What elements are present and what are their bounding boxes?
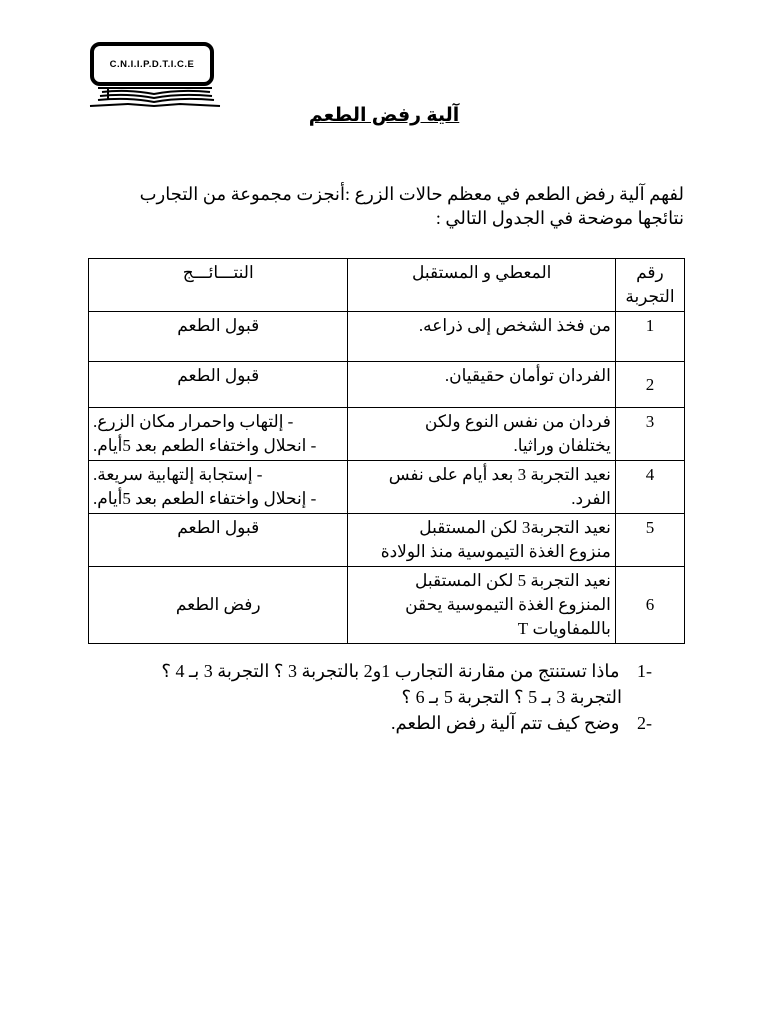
given-line: فردان من نفس النوع ولكن — [424, 412, 611, 431]
questions — [100, 658, 652, 736]
result-line: رفض الطعم — [175, 595, 261, 614]
table-row — [89, 567, 685, 644]
result-line: - إلتهاب واحمرار مكان الزرع. — [93, 412, 294, 431]
table-row — [89, 362, 685, 408]
page-title: آلية رفض الطعم — [308, 105, 460, 126]
row-given — [348, 567, 615, 644]
given-line: من فخذ الشخص إلى ذراعه. — [418, 316, 611, 335]
header-given: المعطي و المستقبل — [348, 259, 615, 312]
row-results — [89, 408, 348, 461]
result-line: - انحلال واختفاء الطعم بعد 5أيام. — [93, 436, 317, 455]
row-number: 1 — [615, 312, 684, 362]
question-1 — [100, 658, 652, 684]
given-line: منزوع الغذة التيموسية منذ الولادة — [380, 542, 611, 561]
question-number: -1 — [637, 661, 652, 681]
result-line: - إستجابة إلتهابية سريعة. — [93, 465, 263, 484]
result-line: قبول الطعم — [177, 316, 260, 335]
row-number: 5 — [615, 514, 684, 567]
given-line: الفردان توأمان حقيقيان. — [444, 366, 611, 385]
row-results — [89, 362, 348, 408]
question-1-continued — [100, 684, 652, 710]
given-line: نعيد التجربة 5 لكن المستقبل — [415, 571, 611, 590]
row-number: 4 — [615, 461, 684, 514]
header-results: النتـــائـــج — [89, 259, 348, 312]
table-header-row — [89, 259, 685, 312]
row-results — [89, 461, 348, 514]
header-number-line: رقم — [636, 263, 664, 282]
row-given — [348, 408, 615, 461]
result-line: - إنحلال واختفاء الطعم بعد 5أيام. — [93, 489, 317, 508]
given-line: نعيد التجربة3 لكن المستقبل — [419, 518, 611, 537]
given-line: المنزوع الغذة التيموسية يحقن — [405, 595, 611, 614]
header-number — [615, 259, 684, 312]
intro-line: نتائجها موضحة في الجدول التالي : — [435, 208, 684, 228]
table-row — [89, 312, 685, 362]
table-row — [89, 461, 685, 514]
given-line: يختلفان وراثيا. — [513, 436, 611, 455]
experiments-table — [88, 258, 685, 644]
given-line: باللمفاويات T — [517, 619, 611, 638]
question-number: -2 — [637, 713, 652, 733]
question-text: وضح كيف تتم آلية رفض الطعم. — [391, 713, 620, 733]
question-2 — [100, 710, 652, 736]
row-results — [89, 312, 348, 362]
row-number: 3 — [615, 408, 684, 461]
given-line: الفرد. — [571, 489, 611, 508]
given-line: نعيد التجربة 3 بعد أيام على نفس — [388, 465, 611, 484]
question-text: ماذا تستنتج من مقارنة التجارب 1و2 بالتجربة 3 ؟ التجربة 3 بـ 4 ؟ — [161, 661, 620, 681]
table-row — [89, 408, 685, 461]
row-results — [89, 567, 348, 644]
row-given — [348, 461, 615, 514]
row-number: 6 — [615, 567, 684, 644]
result-line: قبول الطعم — [177, 366, 260, 385]
row-given — [348, 514, 615, 567]
result-line: قبول الطعم — [177, 518, 260, 537]
header-number-line: التجربة — [625, 287, 675, 306]
row-given — [348, 362, 615, 408]
row-number: 2 — [615, 362, 684, 408]
logo-text: C.N.I.I.P.D.T.I.C.E — [109, 58, 195, 70]
intro-paragraph — [118, 182, 684, 230]
question-text: التجربة 3 بـ 5 ؟ التجربة 5 بـ 6 ؟ — [401, 687, 622, 707]
logo-frame — [90, 42, 214, 86]
row-given — [348, 312, 615, 362]
table-row — [89, 514, 685, 567]
logo — [88, 42, 222, 110]
row-results — [89, 514, 348, 567]
intro-line: لفهم آلية رفض الطعم في معظم حالات الزرع :أنجزت مجموعة من التجارب — [139, 184, 684, 204]
